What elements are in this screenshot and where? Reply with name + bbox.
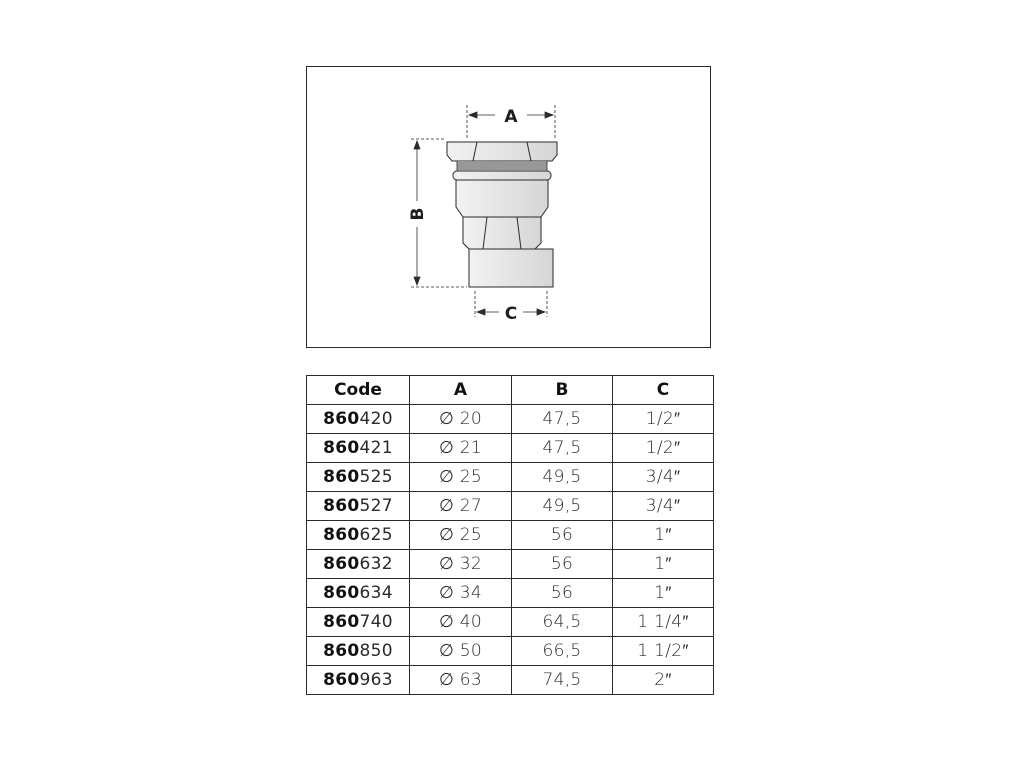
code-suffix: 963 bbox=[359, 670, 393, 690]
code-cell bbox=[307, 463, 410, 492]
a-cell: ∅ 63 bbox=[410, 666, 512, 695]
code-suffix: 850 bbox=[359, 641, 393, 661]
product-drawing-frame bbox=[306, 66, 711, 348]
a-cell: ∅ 25 bbox=[410, 463, 512, 492]
code-prefix: 860 bbox=[323, 409, 360, 429]
code-prefix: 860 bbox=[323, 467, 360, 487]
code-prefix: 860 bbox=[323, 612, 360, 632]
table-row bbox=[307, 608, 714, 637]
code-prefix: 860 bbox=[323, 641, 360, 661]
b-cell: 49,5 bbox=[512, 463, 613, 492]
code-cell bbox=[307, 666, 410, 695]
b-cell: 56 bbox=[512, 579, 613, 608]
b-cell: 66,5 bbox=[512, 637, 613, 666]
a-cell: ∅ 34 bbox=[410, 579, 512, 608]
code-prefix: 860 bbox=[323, 525, 360, 545]
column-header-code: Code bbox=[307, 376, 410, 405]
a-cell: ∅ 40 bbox=[410, 608, 512, 637]
a-cell: ∅ 21 bbox=[410, 434, 512, 463]
table-row bbox=[307, 666, 714, 695]
code-prefix: 860 bbox=[323, 554, 360, 574]
code-suffix: 527 bbox=[359, 496, 393, 516]
code-prefix: 860 bbox=[323, 670, 360, 690]
c-cell: 1″ bbox=[613, 550, 714, 579]
code-cell bbox=[307, 637, 410, 666]
thread bbox=[457, 161, 547, 171]
b-cell: 47,5 bbox=[512, 434, 613, 463]
a-cell: ∅ 50 bbox=[410, 637, 512, 666]
dimension-a-label: A bbox=[504, 107, 518, 127]
column-header-a: A bbox=[410, 376, 512, 405]
table-row bbox=[307, 492, 714, 521]
code-prefix: 860 bbox=[323, 496, 360, 516]
dimension-b-label: B bbox=[408, 207, 428, 221]
table-row bbox=[307, 579, 714, 608]
code-suffix: 632 bbox=[359, 554, 393, 574]
code-cell bbox=[307, 608, 410, 637]
code-suffix: 421 bbox=[359, 438, 393, 458]
table-row bbox=[307, 463, 714, 492]
code-suffix: 740 bbox=[359, 612, 393, 632]
c-cell: 1 1/2″ bbox=[613, 637, 714, 666]
c-cell: 1″ bbox=[613, 579, 714, 608]
b-cell: 64,5 bbox=[512, 608, 613, 637]
c-cell: 1/2″ bbox=[613, 405, 714, 434]
code-cell bbox=[307, 579, 410, 608]
b-cell: 49,5 bbox=[512, 492, 613, 521]
a-cell: ∅ 32 bbox=[410, 550, 512, 579]
code-suffix: 625 bbox=[359, 525, 393, 545]
table-row bbox=[307, 405, 714, 434]
a-cell: ∅ 20 bbox=[410, 405, 512, 434]
code-prefix: 860 bbox=[323, 438, 360, 458]
table-row bbox=[307, 637, 714, 666]
b-cell: 56 bbox=[512, 550, 613, 579]
column-header-c: C bbox=[613, 376, 714, 405]
b-cell: 74,5 bbox=[512, 666, 613, 695]
fitting-technical-drawing bbox=[307, 67, 712, 349]
table-row bbox=[307, 550, 714, 579]
code-cell bbox=[307, 521, 410, 550]
code-prefix: 860 bbox=[323, 583, 360, 603]
top-hex-nut bbox=[447, 142, 557, 161]
code-cell bbox=[307, 492, 410, 521]
spigot bbox=[469, 249, 553, 287]
code-suffix: 525 bbox=[359, 467, 393, 487]
c-cell: 3/4″ bbox=[613, 492, 714, 521]
dimensions-table bbox=[306, 375, 714, 695]
code-suffix: 420 bbox=[359, 409, 393, 429]
c-cell: 1/2″ bbox=[613, 434, 714, 463]
c-cell: 2″ bbox=[613, 666, 714, 695]
c-cell: 1 1/4″ bbox=[613, 608, 714, 637]
b-cell: 56 bbox=[512, 521, 613, 550]
code-suffix: 634 bbox=[359, 583, 393, 603]
a-cell: ∅ 27 bbox=[410, 492, 512, 521]
code-cell bbox=[307, 550, 410, 579]
code-cell bbox=[307, 405, 410, 434]
code-cell bbox=[307, 434, 410, 463]
table-row bbox=[307, 434, 714, 463]
fitting-body bbox=[456, 180, 548, 217]
lower-hex bbox=[463, 217, 541, 249]
washer-ring bbox=[453, 171, 551, 180]
b-cell: 47,5 bbox=[512, 405, 613, 434]
column-header-b: B bbox=[512, 376, 613, 405]
table-row bbox=[307, 521, 714, 550]
a-cell: ∅ 25 bbox=[410, 521, 512, 550]
dimension-c-label: C bbox=[504, 304, 518, 324]
c-cell: 1″ bbox=[613, 521, 714, 550]
table-header-row bbox=[307, 376, 714, 405]
c-cell: 3/4″ bbox=[613, 463, 714, 492]
